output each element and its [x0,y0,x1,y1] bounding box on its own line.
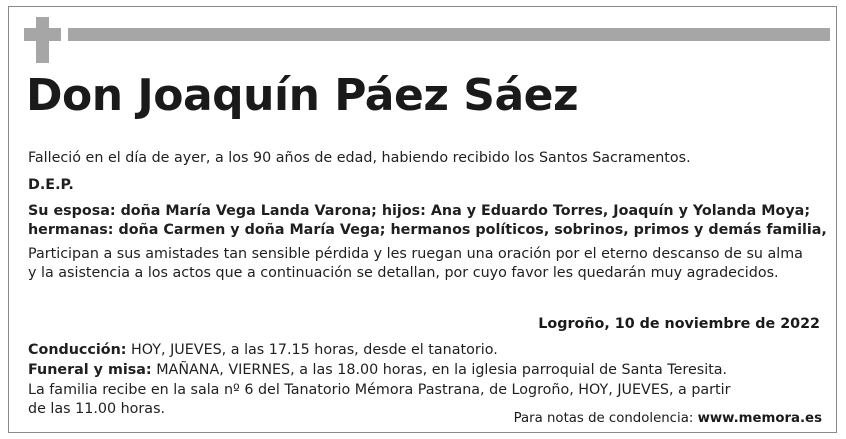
place-date: Logroño, 10 de noviembre de 2022 [538,316,820,332]
condolence-url[interactable]: www.memora.es [697,411,822,426]
rip-text: D.E.P. [28,177,74,193]
family-line-1: Su esposa: doña María Vega Landa Varona; hijos: Ana y Eduardo Torres, Joaquín y Yolanda Moya; [28,203,811,219]
condolence-label: Para notas de condolencia: [513,411,694,426]
conduccion-row [28,342,498,358]
deceased-name: Don Joaquín Páez Sáez [26,70,579,121]
header-rule [68,28,830,41]
cross-icon-bar [24,28,61,41]
funeral-label: Funeral y misa: [28,362,152,378]
family-line-2: hermanas: doña Carmen y doña María Vega; hermanos políticos, sobrinos, primos y demás familia, [28,222,827,238]
reception-line-2: de las 11.00 horas. [28,401,166,417]
death-notice: Falleció en el día de ayer, a los 90 años de edad, habiendo recibido los Santos Sacramentos. [28,150,691,166]
reception-line-1: La familia recibe en la sala nº 6 del Tanatorio Mémora Pastrana, de Logroño, HOY, JUEVES, a partir [28,382,731,398]
conduccion-text: HOY, JUEVES, a las 17.15 horas, desde el tanatorio. [131,342,498,358]
funeral-row [28,362,727,378]
funeral-text: MAÑANA, VIERNES, a las 18.00 horas, en la iglesia parroquial de Santa Teresita. [156,362,728,378]
condolence-note [514,411,822,426]
request-line-1: Participan a sus amistades tan sensible pérdida y les ruegan una oración por el eterno descanso de su alma [28,246,803,262]
request-line-2: y la asistencia a los actos que a continuación se detallan, por cuyo favor les quedarán muy agradecidos. [28,265,779,281]
conduccion-label: Conducción: [28,342,127,358]
